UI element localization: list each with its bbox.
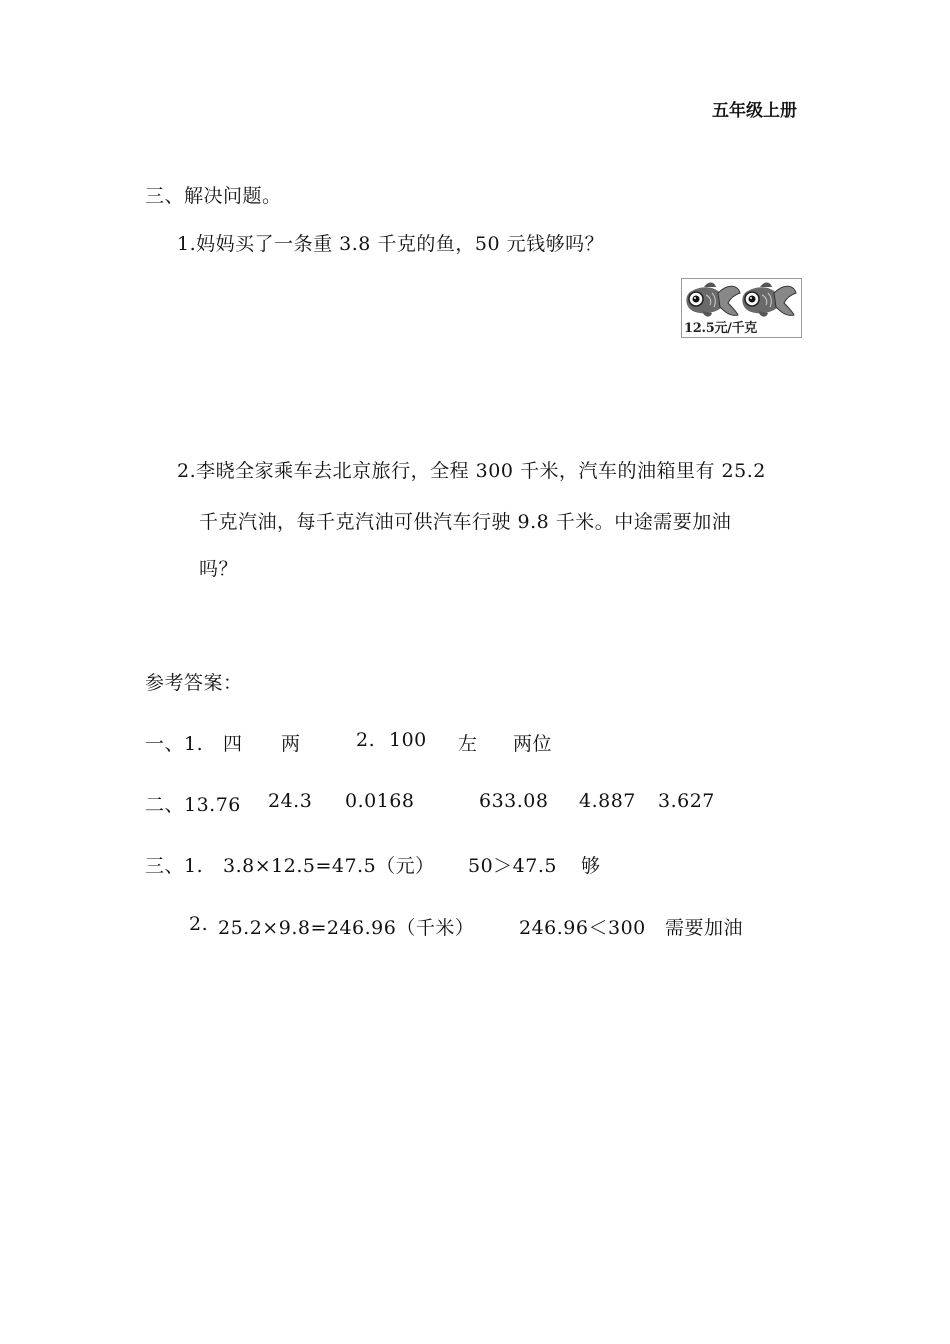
answer-row-4-calc: 25.2×9.8=246.96（千米） [218,917,475,939]
answer-row-2-b: 0.0168 [345,790,415,812]
question-2-line-1: 2.李晓全家乘车去北京旅行，全程 300 千米，汽车的油箱里有 25.2 [177,460,766,482]
answer-row-2-c: 633.08 [479,790,549,812]
page-header-grade: 五年级上册 [712,101,797,121]
fish-price-label: 12.5元/千克 [684,321,758,336]
question-2-line-2: 千克汽油，每千克汽油可供汽车行驶 9.8 千米。中途需要加油 [199,511,732,533]
answer-row-1-d: 100 [389,729,427,751]
answer-row-2-prefix: 二、13.76 [145,794,241,816]
answer-row-1-c: 2. [356,729,376,751]
answer-row-4-compare: 246.96＜300 [519,917,646,939]
answer-row-3-calc: 3.8×12.5=47.5（元） [223,855,435,877]
answer-row-1-prefix: 一、1. [145,733,204,755]
answer-row-1-f: 两位 [513,733,553,755]
section-3-title: 三、解决问题。 [145,185,282,207]
answer-row-3-result: 够 [581,855,601,877]
answer-row-2-a: 24.3 [268,790,313,812]
answers-title: 参考答案： [145,672,243,694]
answer-row-2-e: 3.627 [658,790,715,812]
answer-row-3-compare: 50＞47.5 [468,855,557,877]
answer-row-3-prefix: 三、1. [145,855,204,877]
question-1-text: 1.妈妈买了一条重 3.8 千克的鱼，50 元钱够吗？ [177,233,605,255]
answer-row-1-b: 两 [281,733,301,755]
fish-price-image [681,278,802,338]
answer-row-4-prefix: 2. [189,913,209,935]
answer-row-1-a: 四 [223,733,243,755]
answer-row-4-result: 需要加油 [665,917,744,939]
question-2-line-3: 吗？ [199,558,239,580]
answer-row-2-d: 4.887 [579,790,636,812]
answer-row-1-e: 左 [458,733,478,755]
